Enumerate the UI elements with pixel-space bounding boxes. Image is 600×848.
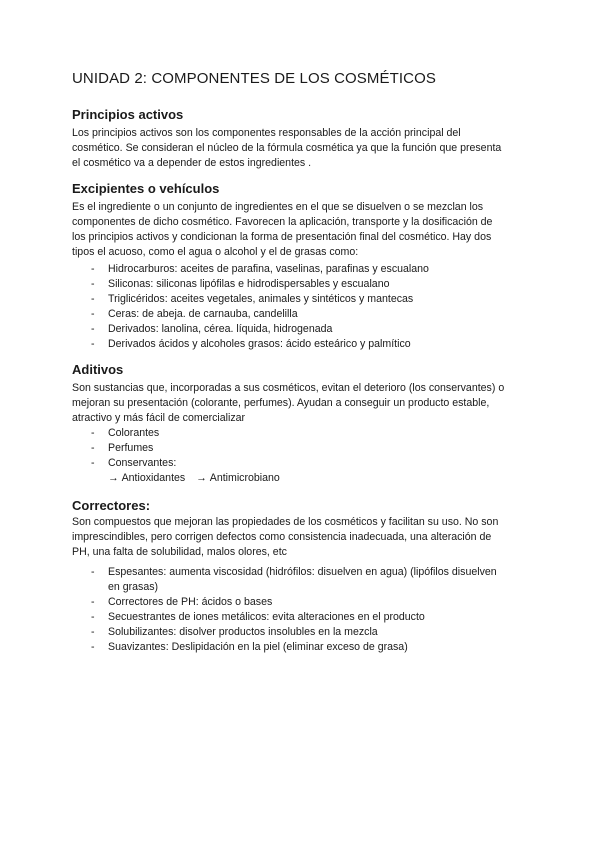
section-heading: Excipientes o vehículos [72, 181, 220, 196]
excipientes-list [72, 262, 534, 352]
list-item [72, 456, 534, 471]
list-item-text: Derivados ácidos y alcoholes grasos: ácido esteárico y palmítico [108, 338, 411, 350]
section-principios-activos [72, 107, 534, 171]
section-paragraph [72, 200, 534, 260]
subitem-text: Antimicrobiano [209, 472, 280, 484]
list-dash: - [91, 566, 95, 578]
list-dash: - [91, 263, 95, 275]
section-paragraph [72, 381, 534, 426]
paragraph-line: imprescindibles, pero corrigen defectos como consistencia inadecuada, una alteración de [72, 531, 492, 543]
list-item-text: Siliconas: siliconas lipófilas e hidrodispersables y escualano [108, 278, 390, 290]
subitem-antioxidantes [108, 471, 185, 486]
paragraph-line: Es el ingrediente o un conjunto de ingredientes en el que se disuelven o se mezclan los [72, 201, 484, 213]
paragraph-line: mejoran su presentación (colorante, perfumes). Ayudan a conseguir un producto estable, [72, 397, 490, 409]
list-item [72, 337, 534, 352]
paragraph-line: cosmético. Se consideran el núcleo de la fórmula cosmética ya que la función que presenta [72, 142, 502, 154]
correctores-list [72, 565, 534, 655]
list-item-text: Derivados: lanolina, cérea. líquida, hidrogenada [108, 323, 333, 335]
list-item [72, 277, 534, 292]
list-dash: - [91, 626, 95, 638]
list-item-text: Conservantes: [108, 457, 177, 469]
list-item-text: Hidrocarburos: aceites de parafina, vaselinas, parafinas y escualano [108, 263, 429, 275]
list-item-text: Correctores de PH: ácidos o bases [108, 596, 273, 608]
subitem-text: Antioxidantes [121, 472, 186, 484]
list-dash: - [91, 323, 95, 335]
list-item-text: Triglicéridos: aceites vegetales, animales y sintéticos y mantecas [108, 293, 414, 305]
arrow-right-icon: → [108, 472, 119, 484]
list-item [72, 292, 534, 307]
list-dash: - [91, 308, 95, 320]
paragraph-line: Los principios activos son los componentes responsables de la acción principal del [72, 127, 461, 139]
section-aditivos [72, 362, 534, 486]
document-title: UNIDAD 2: COMPONENTES DE LOS COSMÉTICOS [72, 70, 436, 87]
list-item [72, 640, 534, 655]
section-heading: Correctores: [72, 498, 151, 513]
list-item-text: Colorantes [108, 427, 160, 439]
list-dash: - [91, 293, 95, 305]
paragraph-line: el cosmético va a depender de estos ingredientes . [72, 157, 312, 169]
conservantes-subitems [72, 471, 534, 486]
aditivos-list [72, 426, 534, 471]
list-item [72, 307, 534, 322]
list-item [72, 441, 534, 456]
list-item-text: Espesantes: aumenta viscosidad (hidrófilos: disuelven en agua) (lipófilos disuelven [108, 566, 497, 578]
paragraph-line: los principios activos y condicionan la forma de presentación final del cosmético. Hay dos [72, 231, 492, 243]
section-excipientes [72, 181, 534, 352]
list-dash: - [91, 427, 95, 439]
list-dash: - [91, 442, 95, 454]
section-paragraph [72, 515, 534, 560]
paragraph-line: PH, una falta de solubilidad, malos olores, etc [72, 546, 287, 558]
list-item-text: Suavizantes: Deslipidación en la piel (eliminar exceso de grasa) [108, 641, 408, 653]
paragraph-line: componentes de dicho cosmético. Favorecen la aplicación, transporte y la dosificación de [72, 216, 493, 228]
list-item [72, 565, 534, 595]
section-heading: Aditivos [72, 362, 124, 377]
section-heading: Principios activos [72, 107, 184, 122]
list-dash: - [91, 278, 95, 290]
list-dash: - [91, 338, 95, 350]
section-paragraph [72, 126, 534, 171]
list-dash: - [91, 596, 95, 608]
list-item [72, 262, 534, 277]
list-item [72, 595, 534, 610]
list-item [72, 426, 534, 441]
list-item-text: Solubilizantes: disolver productos insolubles en la mezcla [108, 626, 378, 638]
paragraph-line: atractivo y más fácil de comercializar [72, 412, 246, 424]
subitem-antimicrobiano [196, 471, 280, 486]
list-item-text: Ceras: de abeja. de carnauba, candelilla [108, 308, 298, 320]
paragraph-line: Son compuestos que mejoran las propiedades de los cosméticos y facilitan su uso. No son [72, 516, 499, 528]
list-item-text-continued: en grasas) [108, 581, 159, 593]
list-item-text: Perfumes [108, 442, 154, 454]
list-dash: - [91, 457, 95, 469]
list-item [72, 322, 534, 337]
arrow-right-icon: → [196, 472, 207, 484]
section-correctores [72, 498, 534, 655]
list-item [72, 610, 534, 625]
list-item-text: Secuestrantes de iones metálicos: evita alteraciones en el producto [108, 611, 425, 623]
paragraph-line: tipos el acuoso, como el agua o alcohol y el de grasas como: [72, 246, 359, 258]
paragraph-line: Son sustancias que, incorporadas a sus cosméticos, evitan el deterioro (los conservantes) o [72, 382, 505, 394]
list-item [72, 625, 534, 640]
list-dash: - [91, 611, 95, 623]
list-dash: - [91, 641, 95, 653]
